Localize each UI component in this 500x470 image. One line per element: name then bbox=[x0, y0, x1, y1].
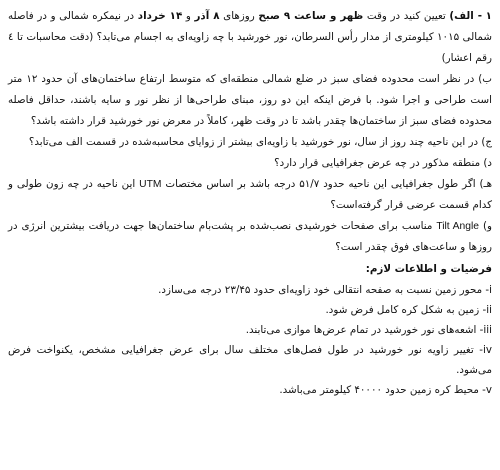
part-vav-text: مناسب برای صفحات خورشیدی نصب‌شده بر پشت‌بام ساختمان‌ها جهت دریافت بیشترین انرژی در روزها و ساعت‌های فوق چقدر است؟ bbox=[8, 220, 492, 253]
part-vav-tilt-angle: Tilt Angle bbox=[436, 221, 480, 232]
assumptions-list bbox=[8, 280, 492, 400]
part-alef-times: ظهر و ساعت ۹ صبح bbox=[258, 10, 364, 22]
part-alef bbox=[8, 6, 492, 69]
part-he-text-1: هـ) اگر طول جغرافیایی این ناحیه حدود ۵۱/۷ درجه باشد بر اساس مختصات bbox=[165, 178, 492, 190]
part-alef-text-4: در نیمکره شمالی و در فاصله شمالی ۱۰۱۵ کیلومتری از مدار رأس السرطان، نور خورشید با چه زاویه‌ای به اجسام می‌تابد؟ (دقت محاسبات تا ٤ رقم اعشار) bbox=[8, 10, 492, 64]
part-he bbox=[8, 174, 492, 216]
assumption-item: iv- تغییر زاویه نور خورشید در طول فصل‌های مختلف سال برای عرض جغرافیایی مشخص، یکنواخت فرض می‌شود. bbox=[8, 344, 492, 376]
part-vav bbox=[8, 216, 492, 258]
part-jim: ج) در این ناحیه چند روز از سال، نور خورشید با زاویه‌ای بیشتر از زوایای محاسبه‌شده در قسمت الف می‌تابد؟ bbox=[28, 136, 492, 148]
part-alef-date-2: ۱۴ خرداد bbox=[137, 10, 183, 22]
assumption-item: v- محیط کره زمین حدود ۴۰۰۰۰ کیلومتر می‌باشد. bbox=[279, 384, 492, 396]
assumption-item: ii- زمین به شکل کره کامل فرض شود. bbox=[325, 304, 492, 316]
part-dal: د) منطقه مذکور در چه عرض جغرافیایی قرار دارد؟ bbox=[274, 157, 492, 169]
part-alef-text-3: و bbox=[185, 10, 191, 22]
part-alef-text-1: تعیین کنید در وقت bbox=[366, 10, 446, 22]
assumption-item: i- محور زمین نسبت به صفحه انتقالی خود زاویه‌ای حدود ۲۳/۴۵ درجه می‌سازد. bbox=[158, 284, 492, 296]
part-vav-label: و) bbox=[483, 220, 492, 232]
part-he-text-2: این ناحیه در چه زون طولی و کدام قسمت عرضی قرار گرفته‌است؟ bbox=[8, 178, 492, 211]
part-alef-label: - الف) bbox=[449, 10, 483, 22]
part-he-utm: UTM bbox=[139, 179, 162, 190]
part-be: ب) در نظر است محدوده فضای سبز در ضلع شمالی منطقه‌ای که متوسط ارتفاع ساختمان‌های آن حدود ۱۲ متر است طراحی و اجرا شود. با فرض اینکه این دو روز، مبنای طراحی‌ها از نظر نور و سایه باشند، حداقل فاصله محدوده فضای سبز از ساختمان‌ها چقدر باشد تا در وقت ظهر، کاملاً در معرض نور خورشید قرار داشته باشد؟ bbox=[8, 73, 493, 127]
part-alef-date-1: ۸ آذر bbox=[194, 10, 220, 22]
part-alef-text-2: روزهای bbox=[223, 10, 255, 22]
question-number: ۱ bbox=[485, 10, 492, 22]
assumptions-title: فرضیات و اطلاعات لازم: bbox=[365, 263, 492, 275]
assumption-item: iii- اشعه‌های نور خورشید در تمام عرض‌ها موازی می‌تابند. bbox=[245, 324, 492, 336]
